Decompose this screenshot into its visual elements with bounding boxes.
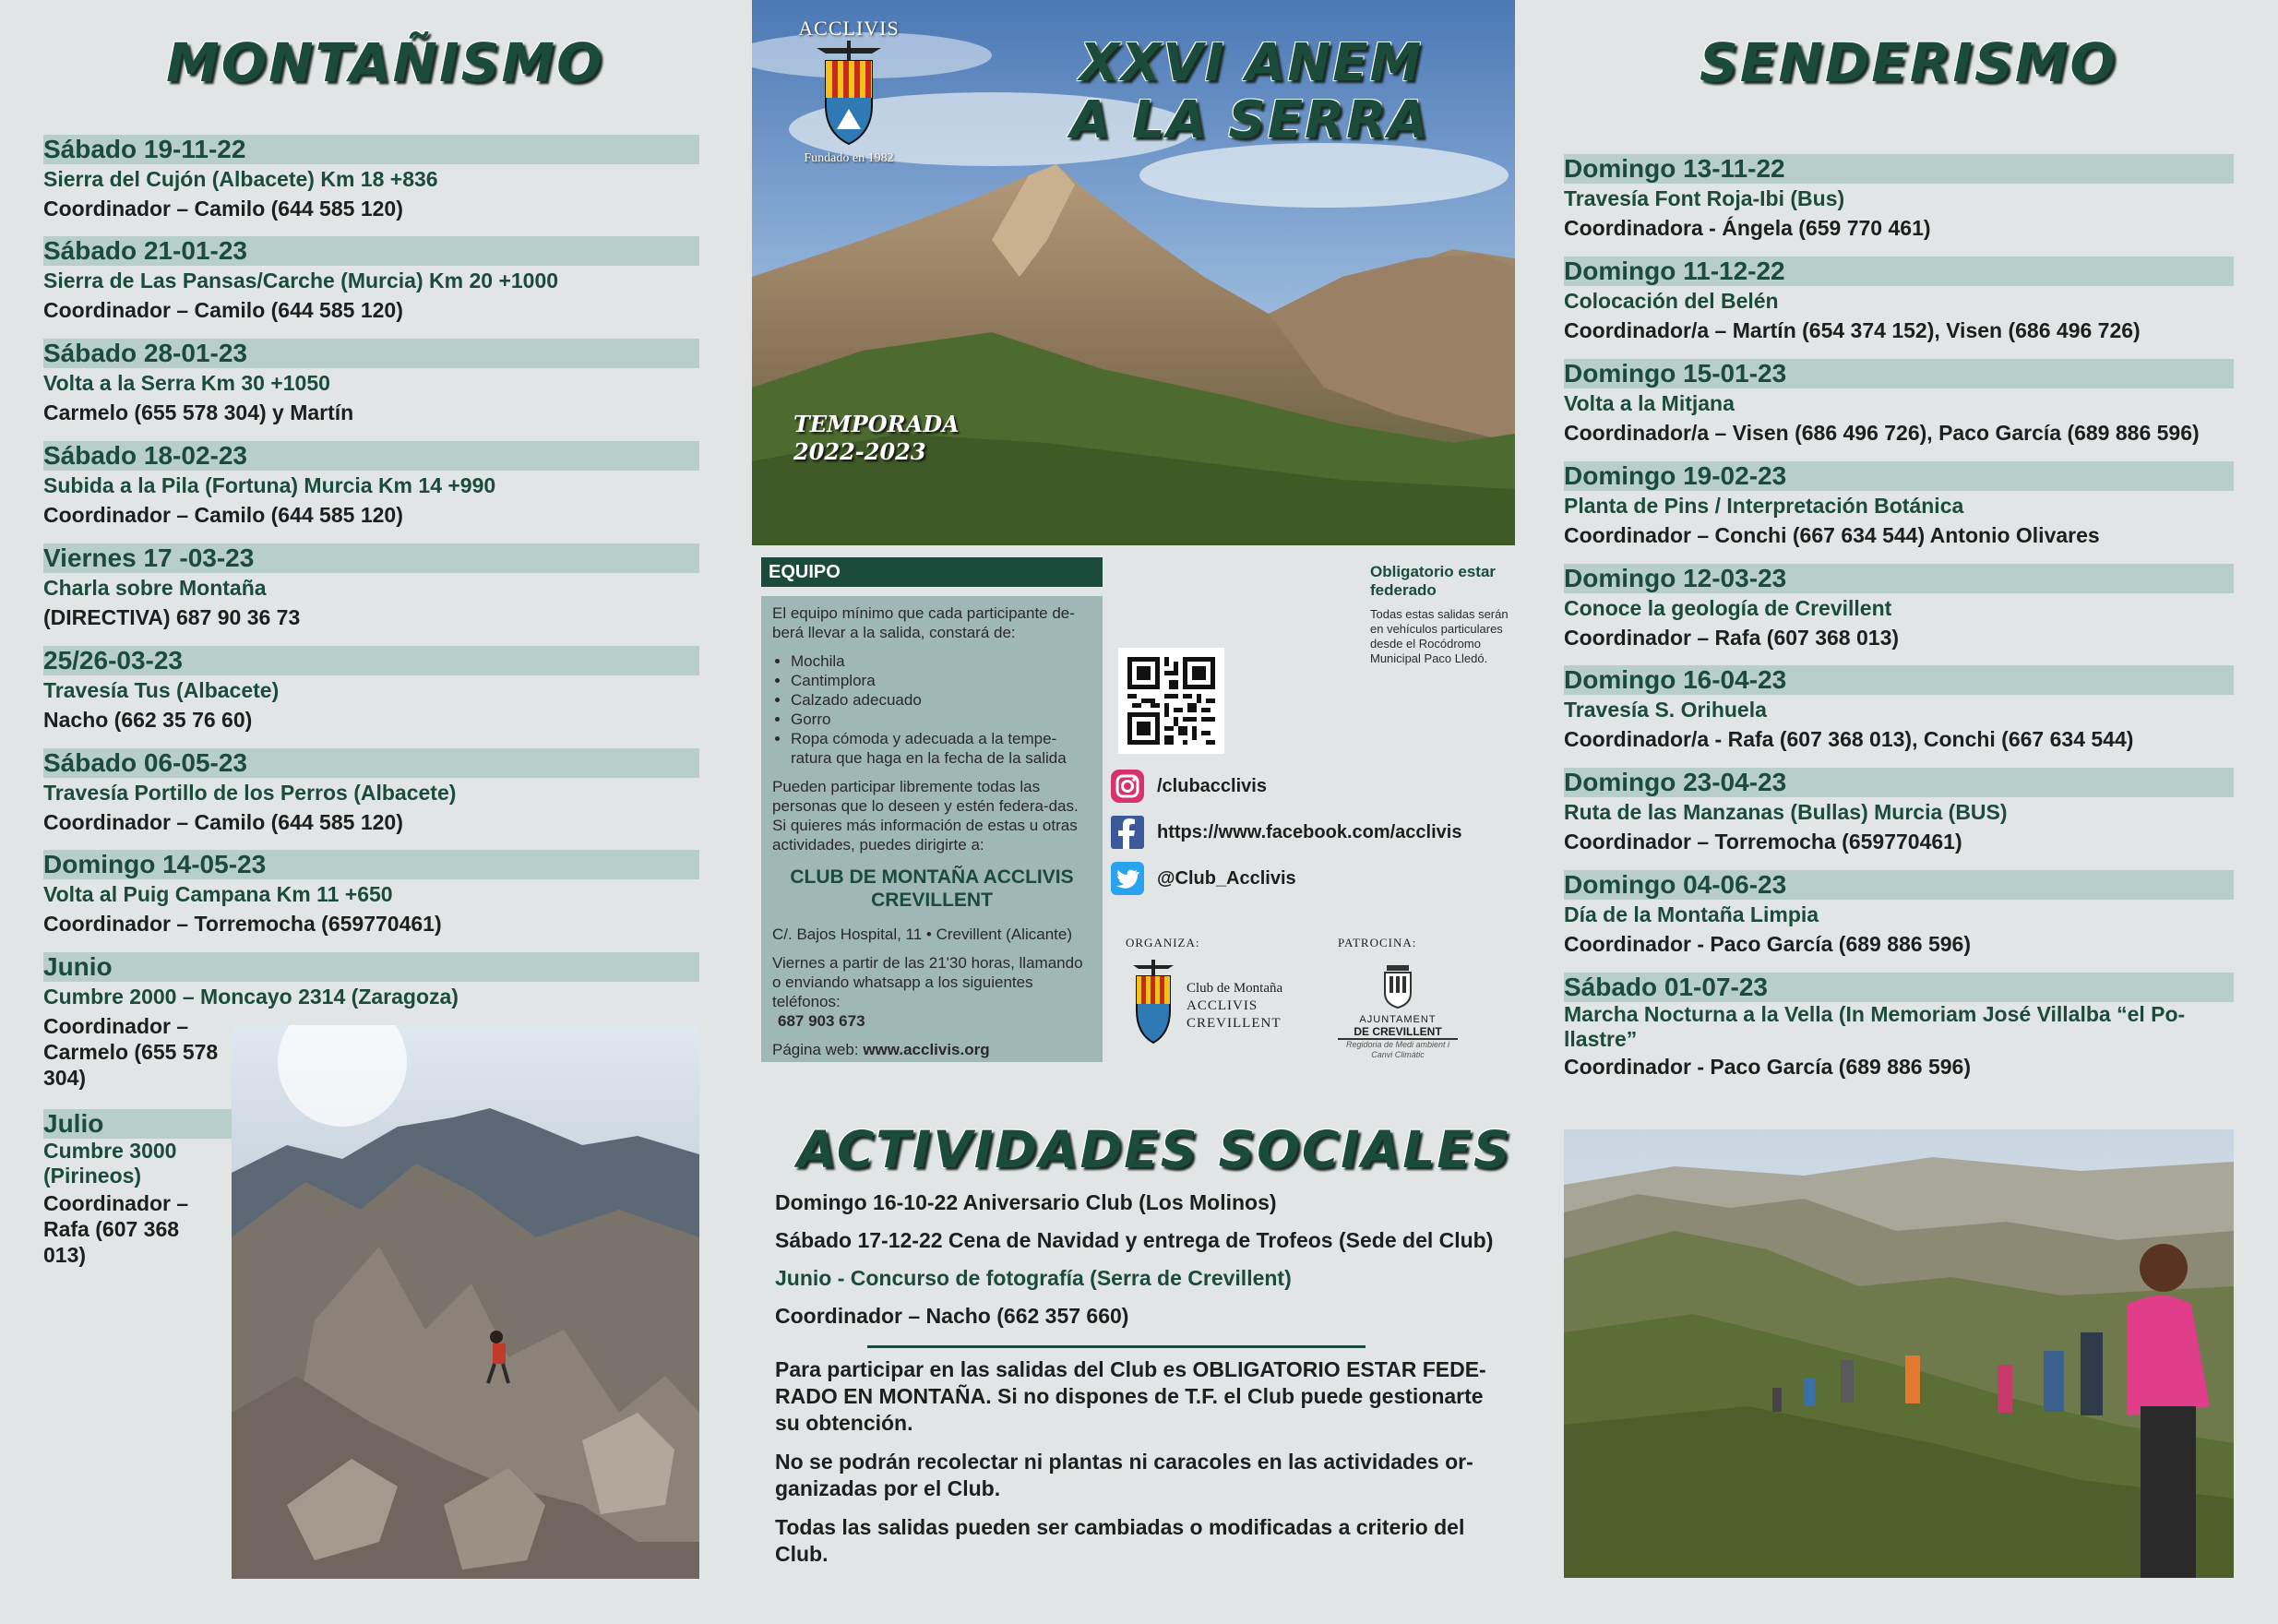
activity-coordinator: (DIRECTIVA) 687 90 36 73	[43, 605, 301, 629]
founded-text: Fundado en 1982	[804, 151, 894, 165]
activity-coordinator: Coordinador – Carmelo (655 578 304)	[43, 1014, 219, 1090]
activity-date: Sábado 06-05-23	[43, 748, 699, 778]
activity-date: Domingo 23-04-23	[1564, 768, 2234, 797]
event-title-line-2: A LA SERRA	[1070, 90, 1430, 150]
activity-route: Cumbre 3000 (Pirineos)	[43, 1139, 177, 1188]
club-address: C/. Bajos Hospital, 11 • Crevillent (Alicante)	[772, 925, 1072, 943]
activity-item	[1564, 359, 2234, 448]
instagram-handle: /clubacclivis	[1157, 775, 1267, 796]
social-links	[1109, 768, 1515, 897]
equipo-list	[791, 651, 1091, 768]
activity-item	[43, 441, 699, 530]
facebook-icon	[1109, 814, 1146, 851]
club-shield-small-icon	[1126, 960, 1181, 1052]
notice-plants: No se podrán recolectar ni plantas ni caracoles en las actividades or-ganizadas por el Club.	[775, 1450, 1473, 1500]
social-title: ACTIVIDADES SOCIALES	[797, 1120, 1512, 1179]
event-title-line-1: XXVI ANEM	[1079, 33, 1424, 93]
activity-item	[1564, 768, 2234, 856]
activity-item	[1564, 665, 2234, 754]
organiza-name-3: CREVILLENT	[1187, 1015, 1282, 1031]
season-label	[793, 411, 960, 466]
twitter-handle: @Club_Acclivis	[1157, 867, 1296, 889]
activity-date: Domingo 11-12-22	[1564, 257, 2234, 286]
organiza-label: ORGANIZA:	[1126, 936, 1200, 949]
federado-note	[1370, 563, 1509, 666]
activity-route: Travesía Tus (Albacete)	[43, 678, 280, 702]
activity-item	[43, 1109, 233, 1268]
activity-coordinator: Coordinador – Rafa (607 368 013)	[1564, 626, 1900, 650]
qr-code[interactable]	[1118, 648, 1224, 754]
club-schedule: Viernes a partir de las 21'30 horas, llamando o enviando whatsapp a los siguientes teléfonos:	[772, 954, 1083, 1010]
activity-coordinator: Coordinador - Paco García (689 886 596)	[1564, 1055, 1972, 1079]
ajuntament-crest-icon	[1379, 963, 1416, 1009]
club-logo	[789, 17, 909, 183]
activity-item	[1564, 257, 2234, 345]
club-phone: 687 903 673	[778, 1012, 865, 1030]
activity-date: Sábado 01-07-23	[1564, 973, 2234, 1002]
activity-coordinator: Coordinador/a - Rafa (607 368 013), Conchi (667 634 544)	[1564, 727, 2134, 751]
equipo-item: • Calzado adecuado	[791, 690, 1091, 710]
activity-date: Sábado 18-02-23	[43, 441, 699, 471]
facebook-url: https://www.facebook.com/acclivis	[1157, 821, 1462, 842]
activity-item	[43, 748, 699, 837]
activity-route: Travesía S. Orihuela	[1564, 698, 1767, 722]
activity-coordinator: Coordinador - Paco García (689 886 596)	[1564, 932, 1972, 956]
activity-coordinator: Coordinador – Camilo (644 585 120)	[43, 298, 403, 322]
activity-item	[43, 236, 699, 325]
organiza-name-2: ACCLIVIS	[1187, 997, 1258, 1013]
activity-coordinator: Coordinador – Rafa (607 368 013)	[43, 1191, 189, 1267]
activity-route: Volta a la Mitjana	[1564, 391, 1735, 415]
season-line-2: 2022-2023	[793, 438, 926, 465]
activity-date: Domingo 19-02-23	[1564, 461, 2234, 491]
activity-route: Conoce la geología de Crevillent	[1564, 596, 1892, 620]
activity-item	[1564, 973, 2234, 1081]
patrocina-name-1: AJUNTAMENT	[1359, 1014, 1437, 1025]
activity-item	[1564, 461, 2234, 550]
equipo-item: • Gorro	[791, 710, 1091, 729]
activity-date: Sábado 19-11-22	[43, 135, 699, 164]
club-web	[772, 1040, 1091, 1059]
activity-date: Sábado 21-01-23	[43, 236, 699, 266]
divider	[867, 1345, 1366, 1348]
activity-item	[1564, 564, 2234, 652]
organiza-name-1: Club de Montaña	[1187, 980, 1283, 996]
twitter-icon	[1109, 860, 1146, 897]
federado-title: Obligatorio estar federado	[1370, 563, 1497, 599]
activity-date: Domingo 04-06-23	[1564, 870, 2234, 900]
web-label: Página web:	[772, 1041, 859, 1058]
activity-coordinator: Coordinadora - Ángela (659 770 461)	[1564, 216, 1931, 240]
notice-changes: Todas las salidas pueden ser cambiadas o modificadas a criterio del Club.	[775, 1515, 1465, 1566]
season-line-1: TEMPORADA	[793, 411, 960, 437]
activity-coordinator: Coordinador – Camilo (644 585 120)	[43, 503, 403, 527]
patrocina-label: PATROCINA:	[1338, 936, 1417, 949]
activity-route: Volta a la Serra Km 30 +1050	[43, 371, 330, 395]
activity-route: Marcha Nocturna a la Vella (In Memoriam José Villalba “el Po-llastre”	[1564, 1002, 2186, 1051]
montanismo-title: MONTAÑISMO	[166, 31, 604, 94]
activity-item	[43, 850, 699, 938]
senderismo-title: SENDERISMO	[1700, 31, 2117, 94]
activity-route: Travesía Font Roja-Ibi (Bus)	[1564, 186, 1845, 210]
patrocina-name-3: Regidoria de Medi ambient i Canvi Climàtic	[1345, 1040, 1450, 1059]
climber-photo	[232, 1025, 699, 1579]
patrocina-name-2: DE CREVILLENT	[1338, 1025, 1458, 1040]
activity-item	[1564, 870, 2234, 959]
facebook-link[interactable]	[1109, 814, 1515, 851]
activity-date: Julio	[43, 1109, 233, 1139]
activity-coordinator: Nacho (662 35 76 60)	[43, 708, 253, 732]
social-activity: Sábado 17-12-22 Cena de Navidad y entrega de Trofeos (Sede del Club)	[775, 1228, 1494, 1252]
activity-date: Junio	[43, 952, 699, 982]
equipo-participate: Pueden participar libremente todas las personas que lo deseen y estén federa-das. Si quieres más información de estas u otras actividades, puedes dirigirte a:	[772, 778, 1079, 854]
club-logo-text: ACCLIVIS	[798, 17, 900, 40]
activity-coordinator: Carmelo (655 578 304) y Martín	[43, 400, 354, 424]
activity-date: Domingo 14-05-23	[43, 850, 699, 879]
social-coordinator: Coordinador – Nacho (662 357 660)	[775, 1304, 1129, 1328]
activity-item	[43, 339, 699, 427]
instagram-icon	[1109, 768, 1146, 805]
social-activity: Domingo 16-10-22 Aniversario Club (Los Molinos)	[775, 1190, 1277, 1214]
equipo-item: • Cantimplora	[791, 671, 1091, 690]
senderismo-column	[1515, 0, 2278, 1624]
activity-item	[43, 646, 699, 734]
activity-coordinator: Coordinador – Conchi (667 634 544) Antonio Olivares	[1564, 523, 2100, 547]
organiza-block	[1126, 936, 1310, 1052]
patrocina-block	[1338, 936, 1476, 1060]
equipo-item: • Ropa cómoda y adecuada a la tempe-ratura que haga en la fecha de la salida	[791, 729, 1091, 768]
activity-date: Domingo 12-03-23	[1564, 564, 2234, 593]
activity-date: Domingo 16-04-23	[1564, 665, 2234, 695]
activity-route: Día de la Montaña Limpia	[1564, 902, 1819, 926]
activity-route: Sierra de Las Pansas/Carche (Murcia) Km 20 +1000	[43, 269, 559, 293]
activity-date: Domingo 15-01-23	[1564, 359, 2234, 388]
activity-route: Volta al Puig Campana Km 11 +650	[43, 882, 393, 906]
activity-coordinator: Coordinador – Camilo (644 585 120)	[43, 810, 403, 834]
web-link[interactable]: www.acclivis.org	[863, 1041, 990, 1058]
qr-code-icon	[1127, 657, 1215, 745]
activity-date: 25/26-03-23	[43, 646, 699, 675]
activity-route: Planta de Pins / Interpretación Botánica	[1564, 494, 1964, 518]
instagram-link[interactable]	[1109, 768, 1515, 805]
montanismo-column	[0, 0, 752, 1624]
activity-item	[43, 135, 699, 223]
notice-federado: Para participar en las salidas del Club es OBLIGATORIO ESTAR FEDE-RADO EN MONTAÑA. Si no dispones de T.F. el Club puede gestionarte su obtención.	[775, 1357, 1486, 1435]
activity-date: Domingo 13-11-22	[1564, 154, 2234, 184]
twitter-link[interactable]	[1109, 860, 1515, 897]
equipo-header: EQUIPO	[761, 557, 1103, 587]
equipo-item: • Mochila	[791, 651, 1091, 671]
activity-route: Sierra del Cujón (Albacete) Km 18 +836	[43, 167, 438, 191]
activity-coordinator: Coordinador – Torremocha (659770461)	[43, 912, 442, 936]
activity-coordinator: Coordinador – Torremocha (659770461)	[1564, 830, 1962, 854]
activity-coordinator: Coordinador – Camilo (644 585 120)	[43, 197, 403, 221]
activity-item	[1564, 154, 2234, 243]
club-shield-icon	[789, 41, 909, 151]
activity-route: Colocación del Belén	[1564, 289, 1779, 313]
activity-coordinator: Coordinador/a – Visen (686 496 726), Paco García (689 886 596)	[1564, 421, 2200, 445]
equipo-intro: El equipo mínimo que cada participante de-berá llevar a la salida, constará de:	[772, 604, 1075, 641]
equipo-box	[761, 596, 1103, 1062]
activity-route: Cumbre 2000 – Moncayo 2314 (Zaragoza)	[43, 985, 459, 1009]
activity-route: Charla sobre Montaña	[43, 576, 267, 600]
club-name: CLUB DE MONTAÑA ACCLIVIS CREVILLENT	[790, 866, 1074, 911]
federado-text: Todas estas salidas serán en vehículos particulares desde el Rocódromo Municipal Paco Lledó.	[1370, 607, 1509, 665]
activity-route: Subida a la Pila (Fortuna) Murcia Km 14 +990	[43, 473, 496, 497]
activity-coordinator: Coordinador/a – Martín (654 374 152), Visen (686 496 726)	[1564, 318, 2141, 342]
activity-date: Viernes 17 -03-23	[43, 543, 699, 573]
hikers-photo	[1564, 1129, 2234, 1578]
activity-item	[43, 543, 699, 632]
activity-date: Sábado 28-01-23	[43, 339, 699, 368]
social-activity: Junio - Concurso de fotografía (Serra de Crevillent)	[775, 1266, 1292, 1290]
activity-route: Travesía Portillo de los Perros (Albacete)	[43, 781, 457, 805]
activity-route: Ruta de las Manzanas (Bullas) Murcia (BUS)	[1564, 800, 2008, 824]
